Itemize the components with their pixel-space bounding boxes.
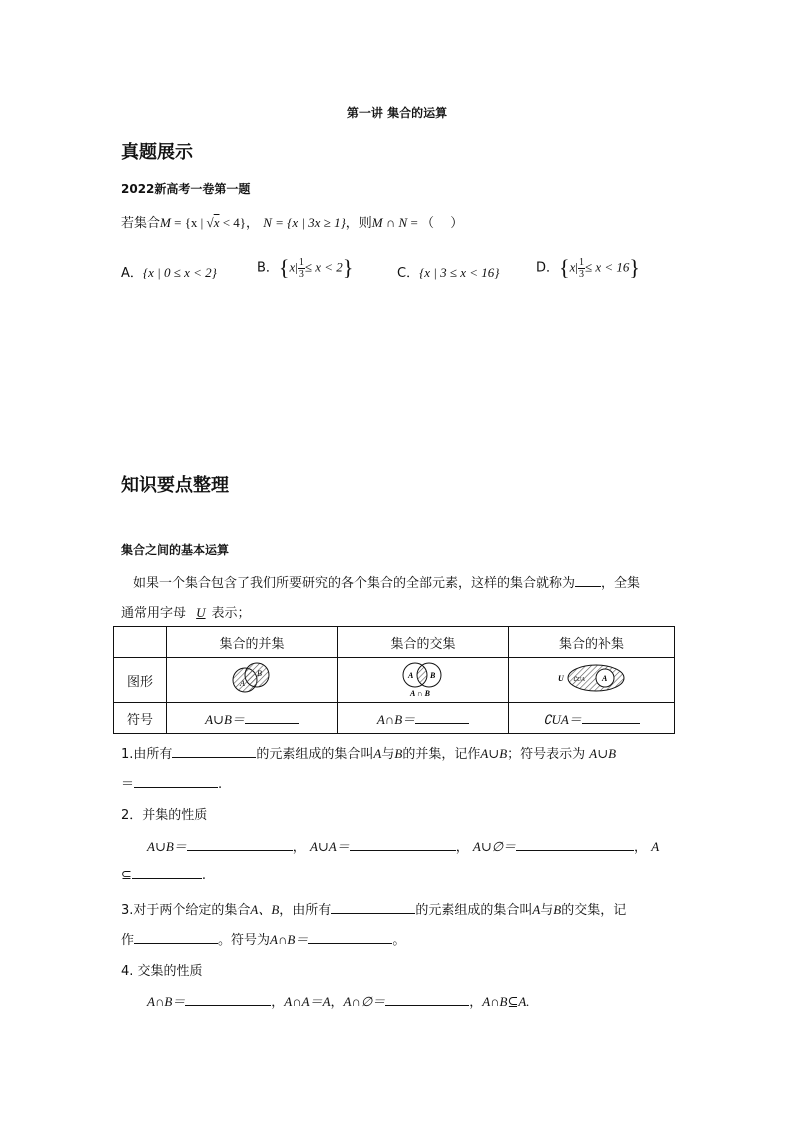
option-d-bar: | — [575, 259, 578, 275]
option-d-denominator: 3 — [578, 268, 584, 280]
item-1-text-d: 与 — [381, 747, 395, 762]
table-header-row — [114, 627, 675, 658]
item-2-line-1 — [147, 836, 659, 855]
table-header-empty — [114, 627, 167, 658]
item-3-line-1 — [121, 899, 626, 918]
item-3-text-c: ，由所有 — [279, 903, 332, 918]
question-prefix: 若集合 — [121, 216, 161, 231]
item-2-union-aa: A∪A＝ — [309, 839, 350, 854]
item-3-blank-1[interactable] — [331, 901, 415, 914]
union-venn-diagram — [222, 661, 282, 695]
question-stem — [121, 212, 463, 231]
item-1-line2-eq: ＝ — [121, 777, 135, 792]
option-b-close-brace: } — [342, 255, 354, 280]
item-3-line2-b: 。符号为 — [218, 933, 271, 948]
intersection-venn-caption: A ∩ B — [410, 689, 430, 698]
item-3-sets: A、B — [250, 902, 280, 917]
item-2-union-empty: A∪∅＝ — [472, 839, 517, 854]
option-b-bar: | — [295, 259, 298, 275]
question-cond1: < 4}， — [219, 215, 260, 230]
item-2-sep-1: ， — [292, 840, 306, 855]
item-3-set-b: B — [553, 902, 562, 917]
item-1-line-2 — [121, 773, 222, 792]
item-1-blank-2[interactable] — [134, 775, 218, 788]
item-4-intersect-aa: A∩A＝A — [284, 994, 331, 1009]
intersection-symbol: A∩B＝ — [376, 711, 416, 727]
item-4-title: 4. 交集的性质 — [121, 964, 203, 979]
union-venn-cell — [167, 658, 338, 703]
item-1-line2-end: . — [218, 777, 223, 792]
item-3-blank-2[interactable] — [134, 931, 218, 944]
letter-u: U — [196, 605, 206, 620]
section-heading-knowledge: 知识要点整理 — [121, 475, 229, 496]
question-eq1: = {x | — [170, 215, 207, 230]
item-2-blank-4[interactable] — [132, 866, 202, 879]
sqrt-sign: √ — [206, 215, 214, 230]
item-4-subset-relation: A∩B⊆A. — [482, 994, 530, 1009]
item-3-text-h: 的交集，记 — [561, 903, 627, 918]
item-3-text-f: 与 — [540, 903, 554, 918]
intersection-venn-diagram — [393, 658, 453, 698]
union-symbol-blank[interactable] — [245, 711, 299, 724]
item-3-intersection-notation: A∩B＝ — [270, 932, 309, 947]
item-1-text-b: 的元素组成的集合叫 — [256, 747, 374, 762]
option-d-lhs: x — [569, 259, 576, 275]
option-a-text: {x | 0 ≤ x < 2} — [142, 265, 217, 280]
sqrt-x: x — [213, 215, 220, 230]
item-3-line2-end: 。 — [392, 933, 406, 948]
item-2-line-2 — [121, 866, 206, 883]
item-4-sep-2: ， — [330, 995, 344, 1010]
intersection-venn-label-a: A — [408, 671, 414, 680]
intro-text-2a: 通常用字母 — [121, 606, 187, 621]
union-symbol-cell — [167, 703, 338, 734]
item-2-title: 2．并集的性质 — [121, 808, 208, 823]
item-1-set-b: B — [394, 746, 403, 761]
item-2-union-ab: A∪B＝ — [147, 839, 187, 854]
union-venn-label-a: A — [240, 679, 245, 688]
option-b-lhs: x — [289, 259, 296, 275]
item-1-blank-1[interactable] — [172, 745, 256, 758]
option-b-fraction — [298, 257, 305, 280]
item-4-sep-3: ， — [469, 995, 483, 1010]
item-2-subset-symbol: ⊆ — [121, 868, 132, 883]
item-2-sep-2: ， — [455, 840, 469, 855]
option-d[interactable] — [536, 255, 640, 281]
intersection-symbol-cell — [338, 703, 509, 734]
complement-symbol: ∁UA＝ — [543, 711, 582, 727]
complement-venn-diagram — [556, 661, 628, 695]
intro-text-1a: 如果一个集合包含了我们所要研究的各个集合的全部元素，这样的集合就称为 — [133, 576, 576, 591]
item-2-blank-2[interactable] — [350, 838, 456, 851]
intersection-venn-label-b: B — [430, 671, 436, 680]
item-1-line-1 — [121, 743, 616, 762]
set-n-definition: N = {x | 3x ≥ 1} — [263, 215, 346, 230]
complement-venn-label-a: A — [601, 674, 607, 683]
option-a[interactable] — [121, 262, 217, 281]
option-a-label: A． — [121, 266, 143, 281]
exam-source: 2022新高考一卷第一题 — [121, 182, 251, 196]
basic-ops-heading: 集合之间的基本运算 — [121, 543, 230, 557]
m-intersect-n: M ∩ N — [371, 215, 408, 230]
item-3-set-a: A — [532, 902, 541, 917]
intro-text-1b: ，全集 — [601, 576, 641, 591]
option-d-open-brace: { — [559, 255, 570, 280]
document-title: 第一讲 集合的运算 — [346, 106, 448, 120]
item-2-set-a: A — [651, 839, 660, 854]
item-1-set-a: A — [373, 746, 382, 761]
option-c-label: C． — [397, 266, 420, 281]
table-header-union: 集合的并集 — [167, 627, 338, 658]
option-b-open-brace: { — [278, 255, 290, 280]
option-c-text: {x | 3 ≤ x < 16} — [419, 265, 500, 280]
blank-universal-set[interactable] — [575, 574, 601, 587]
table-graph-row — [114, 658, 675, 703]
option-b[interactable] — [257, 255, 353, 281]
option-b-numerator: 1 — [298, 256, 304, 268]
option-c[interactable] — [397, 262, 500, 281]
option-d-label: D． — [536, 260, 560, 276]
item-3-line-2 — [121, 929, 405, 948]
item-4-intersect-ab: A∩B＝ — [147, 994, 186, 1009]
set-m-symbol: M — [160, 215, 171, 230]
item-4-line-1 — [147, 991, 530, 1010]
union-venn-label-b: B — [257, 669, 262, 678]
option-b-rhs: ≤ x < 2 — [304, 259, 343, 275]
item-3-blank-3[interactable] — [308, 931, 392, 944]
complement-venn-cell — [509, 658, 675, 703]
complement-symbol-blank[interactable] — [582, 711, 640, 724]
intro-line-1 — [133, 572, 640, 591]
option-d-numerator: 1 — [578, 256, 584, 268]
section-heading-real-exam: 真题展示 — [121, 142, 193, 163]
item-3-line2-a: 作 — [121, 933, 135, 948]
item-1-text-f: 的并集，记作 — [402, 747, 481, 762]
item-3-text-a: 3.对于两个给定的集合 — [121, 903, 251, 918]
option-d-close-brace: } — [629, 255, 640, 280]
item-2-sep-3: ， — [634, 840, 648, 855]
complement-venn-inner-label: ∁UA — [572, 677, 585, 683]
item-1-text-a: 1.由所有 — [121, 747, 173, 762]
union-symbol: A∪B＝ — [205, 711, 245, 727]
item-1-union-notation: A∪B — [480, 746, 508, 761]
option-d-rhs: ≤ x < 16 — [584, 259, 630, 275]
option-b-denominator: 3 — [298, 268, 304, 280]
table-header-complement: 集合的补集 — [509, 627, 675, 658]
symbol-row-label: 符号 — [114, 703, 167, 734]
intro-line-2 — [121, 602, 251, 621]
item-2-blank-3[interactable] — [516, 838, 634, 851]
option-b-label: B． — [257, 260, 279, 276]
item-1-union-notation-2: A∪B — [589, 746, 617, 761]
intersection-venn-cell — [338, 658, 509, 703]
graph-row-label: 图形 — [114, 658, 167, 703]
item-2-blank-1[interactable] — [187, 838, 293, 851]
table-header-intersection: 集合的交集 — [338, 627, 509, 658]
question-suffix: = （ ） — [407, 215, 464, 230]
item-1-text-h: ；符号表示为 — [507, 747, 586, 762]
item-2-line2-end: . — [201, 868, 207, 883]
complement-venn-label-u: U — [557, 674, 564, 683]
intersection-symbol-blank[interactable] — [415, 711, 469, 724]
item-4-blank-1[interactable] — [185, 993, 271, 1006]
set-operations-table — [113, 626, 675, 734]
option-d-fraction — [578, 257, 585, 280]
item-4-intersect-empty: A∩∅＝ — [343, 994, 386, 1009]
item-4-sep-1: ， — [271, 995, 285, 1010]
table-symbol-row — [114, 703, 675, 734]
intro-text-2b: 表示； — [211, 606, 251, 621]
item-3-text-d: 的元素组成的集合叫 — [415, 903, 533, 918]
complement-symbol-cell — [509, 703, 675, 734]
question-then: ，则 — [345, 216, 372, 231]
item-4-blank-2[interactable] — [385, 993, 469, 1006]
